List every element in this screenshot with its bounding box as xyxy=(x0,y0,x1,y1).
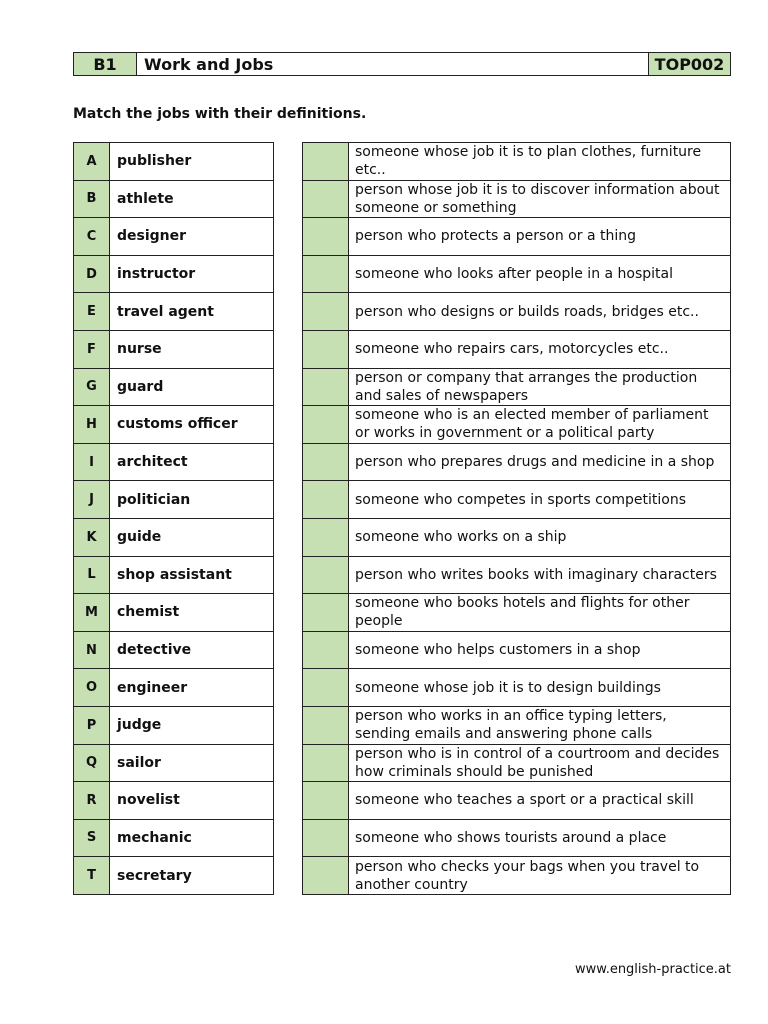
job-name: guard xyxy=(110,368,274,406)
job-row xyxy=(74,293,274,331)
definition-text: person who writes books with imaginary characters xyxy=(349,556,731,594)
job-name: publisher xyxy=(110,143,274,181)
answer-box[interactable] xyxy=(303,744,349,782)
definition-row xyxy=(303,819,731,857)
job-letter: E xyxy=(74,293,110,331)
job-name: sailor xyxy=(110,744,274,782)
definition-row xyxy=(303,857,731,895)
job-letter: I xyxy=(74,443,110,481)
job-name: judge xyxy=(110,706,274,744)
definition-text: someone whose job it is to design buildings xyxy=(349,669,731,707)
job-letter: P xyxy=(74,706,110,744)
job-row xyxy=(74,143,274,181)
definition-text: someone whose job it is to plan clothes, furniture etc.. xyxy=(349,143,731,181)
definition-text: person whose job it is to discover information about someone or something xyxy=(349,180,731,218)
definition-row xyxy=(303,406,731,444)
definition-row xyxy=(303,481,731,519)
job-letter: Q xyxy=(74,744,110,782)
answer-box[interactable] xyxy=(303,669,349,707)
job-letter: N xyxy=(74,631,110,669)
job-row xyxy=(74,631,274,669)
definition-row xyxy=(303,255,731,293)
definition-text: person who designs or builds roads, bridges etc.. xyxy=(349,293,731,331)
answer-box[interactable] xyxy=(303,180,349,218)
job-name: designer xyxy=(110,218,274,256)
worksheet-code: TOP002 xyxy=(648,53,730,75)
answer-box[interactable] xyxy=(303,406,349,444)
job-letter: G xyxy=(74,368,110,406)
answer-box[interactable] xyxy=(303,706,349,744)
definition-text: someone who looks after people in a hospital xyxy=(349,255,731,293)
answer-box[interactable] xyxy=(303,481,349,519)
job-row xyxy=(74,594,274,632)
job-name: engineer xyxy=(110,669,274,707)
job-name: mechanic xyxy=(110,819,274,857)
definition-row xyxy=(303,143,731,181)
definition-text: someone who helps customers in a shop xyxy=(349,631,731,669)
definition-text: someone who books hotels and flights for other people xyxy=(349,594,731,632)
definition-text: someone who works on a ship xyxy=(349,518,731,556)
job-name: instructor xyxy=(110,255,274,293)
answer-box[interactable] xyxy=(303,255,349,293)
job-row xyxy=(74,518,274,556)
definition-row xyxy=(303,180,731,218)
definition-text: someone who competes in sports competitions xyxy=(349,481,731,519)
answer-box[interactable] xyxy=(303,819,349,857)
level-badge: B1 xyxy=(74,53,137,75)
answer-box[interactable] xyxy=(303,594,349,632)
definition-text: person who checks your bags when you travel to another country xyxy=(349,857,731,895)
definition-text: person or company that arranges the production and sales of newspapers xyxy=(349,368,731,406)
definition-row xyxy=(303,594,731,632)
definition-row xyxy=(303,556,731,594)
job-row xyxy=(74,706,274,744)
jobs-table xyxy=(73,142,274,895)
job-row xyxy=(74,330,274,368)
definition-row xyxy=(303,368,731,406)
job-row xyxy=(74,782,274,820)
job-name: politician xyxy=(110,481,274,519)
job-letter: C xyxy=(74,218,110,256)
job-row xyxy=(74,443,274,481)
instruction-text: Match the jobs with their definitions. xyxy=(73,106,367,122)
definition-row xyxy=(303,330,731,368)
job-name: shop assistant xyxy=(110,556,274,594)
job-row xyxy=(74,556,274,594)
job-row xyxy=(74,819,274,857)
answer-box[interactable] xyxy=(303,518,349,556)
job-name: travel agent xyxy=(110,293,274,331)
worksheet-header xyxy=(73,52,731,76)
answer-box[interactable] xyxy=(303,782,349,820)
job-name: novelist xyxy=(110,782,274,820)
job-row xyxy=(74,406,274,444)
job-name: nurse xyxy=(110,330,274,368)
definition-row xyxy=(303,744,731,782)
definition-text: someone who shows tourists around a place xyxy=(349,819,731,857)
job-letter: S xyxy=(74,819,110,857)
job-name: secretary xyxy=(110,857,274,895)
job-row xyxy=(74,669,274,707)
definition-text: person who works in an office typing letters, sending emails and answering phone calls xyxy=(349,706,731,744)
job-name: architect xyxy=(110,443,274,481)
job-letter: T xyxy=(74,857,110,895)
answer-box[interactable] xyxy=(303,218,349,256)
answer-box[interactable] xyxy=(303,631,349,669)
job-letter: O xyxy=(74,669,110,707)
definition-row xyxy=(303,669,731,707)
job-row xyxy=(74,481,274,519)
job-letter: J xyxy=(74,481,110,519)
job-name: chemist xyxy=(110,594,274,632)
definition-text: someone who repairs cars, motorcycles etc.. xyxy=(349,330,731,368)
definition-text: someone who teaches a sport or a practical skill xyxy=(349,782,731,820)
answer-box[interactable] xyxy=(303,293,349,331)
job-letter: K xyxy=(74,518,110,556)
answer-box[interactable] xyxy=(303,556,349,594)
job-row xyxy=(74,218,274,256)
definitions-table xyxy=(302,142,731,895)
definition-row xyxy=(303,218,731,256)
job-letter: A xyxy=(74,143,110,181)
job-name: detective xyxy=(110,631,274,669)
answer-box[interactable] xyxy=(303,330,349,368)
definition-row xyxy=(303,706,731,744)
definition-text: person who prepares drugs and medicine in a shop xyxy=(349,443,731,481)
job-row xyxy=(74,368,274,406)
job-letter: F xyxy=(74,330,110,368)
job-name: customs officer xyxy=(110,406,274,444)
job-letter: M xyxy=(74,594,110,632)
definition-text: person who protects a person or a thing xyxy=(349,218,731,256)
job-letter: B xyxy=(74,180,110,218)
worksheet-title: Work and Jobs xyxy=(144,54,274,74)
definition-text: someone who is an elected member of parliament or works in government or a political party xyxy=(349,406,731,444)
definition-row xyxy=(303,631,731,669)
definition-row xyxy=(303,443,731,481)
answer-box[interactable] xyxy=(303,143,349,181)
definition-row xyxy=(303,518,731,556)
job-letter: R xyxy=(74,782,110,820)
answer-box[interactable] xyxy=(303,443,349,481)
definition-row xyxy=(303,782,731,820)
job-name: guide xyxy=(110,518,274,556)
answer-box[interactable] xyxy=(303,857,349,895)
job-letter: D xyxy=(74,255,110,293)
job-letter: H xyxy=(74,406,110,444)
definition-text: person who is in control of a courtroom and decides how criminals should be punished xyxy=(349,744,731,782)
footer-url: www.english-practice.at xyxy=(574,962,731,977)
job-row xyxy=(74,744,274,782)
job-name: athlete xyxy=(110,180,274,218)
answer-box[interactable] xyxy=(303,368,349,406)
job-row xyxy=(74,180,274,218)
definition-row xyxy=(303,293,731,331)
job-row xyxy=(74,255,274,293)
job-letter: L xyxy=(74,556,110,594)
job-row xyxy=(74,857,274,895)
